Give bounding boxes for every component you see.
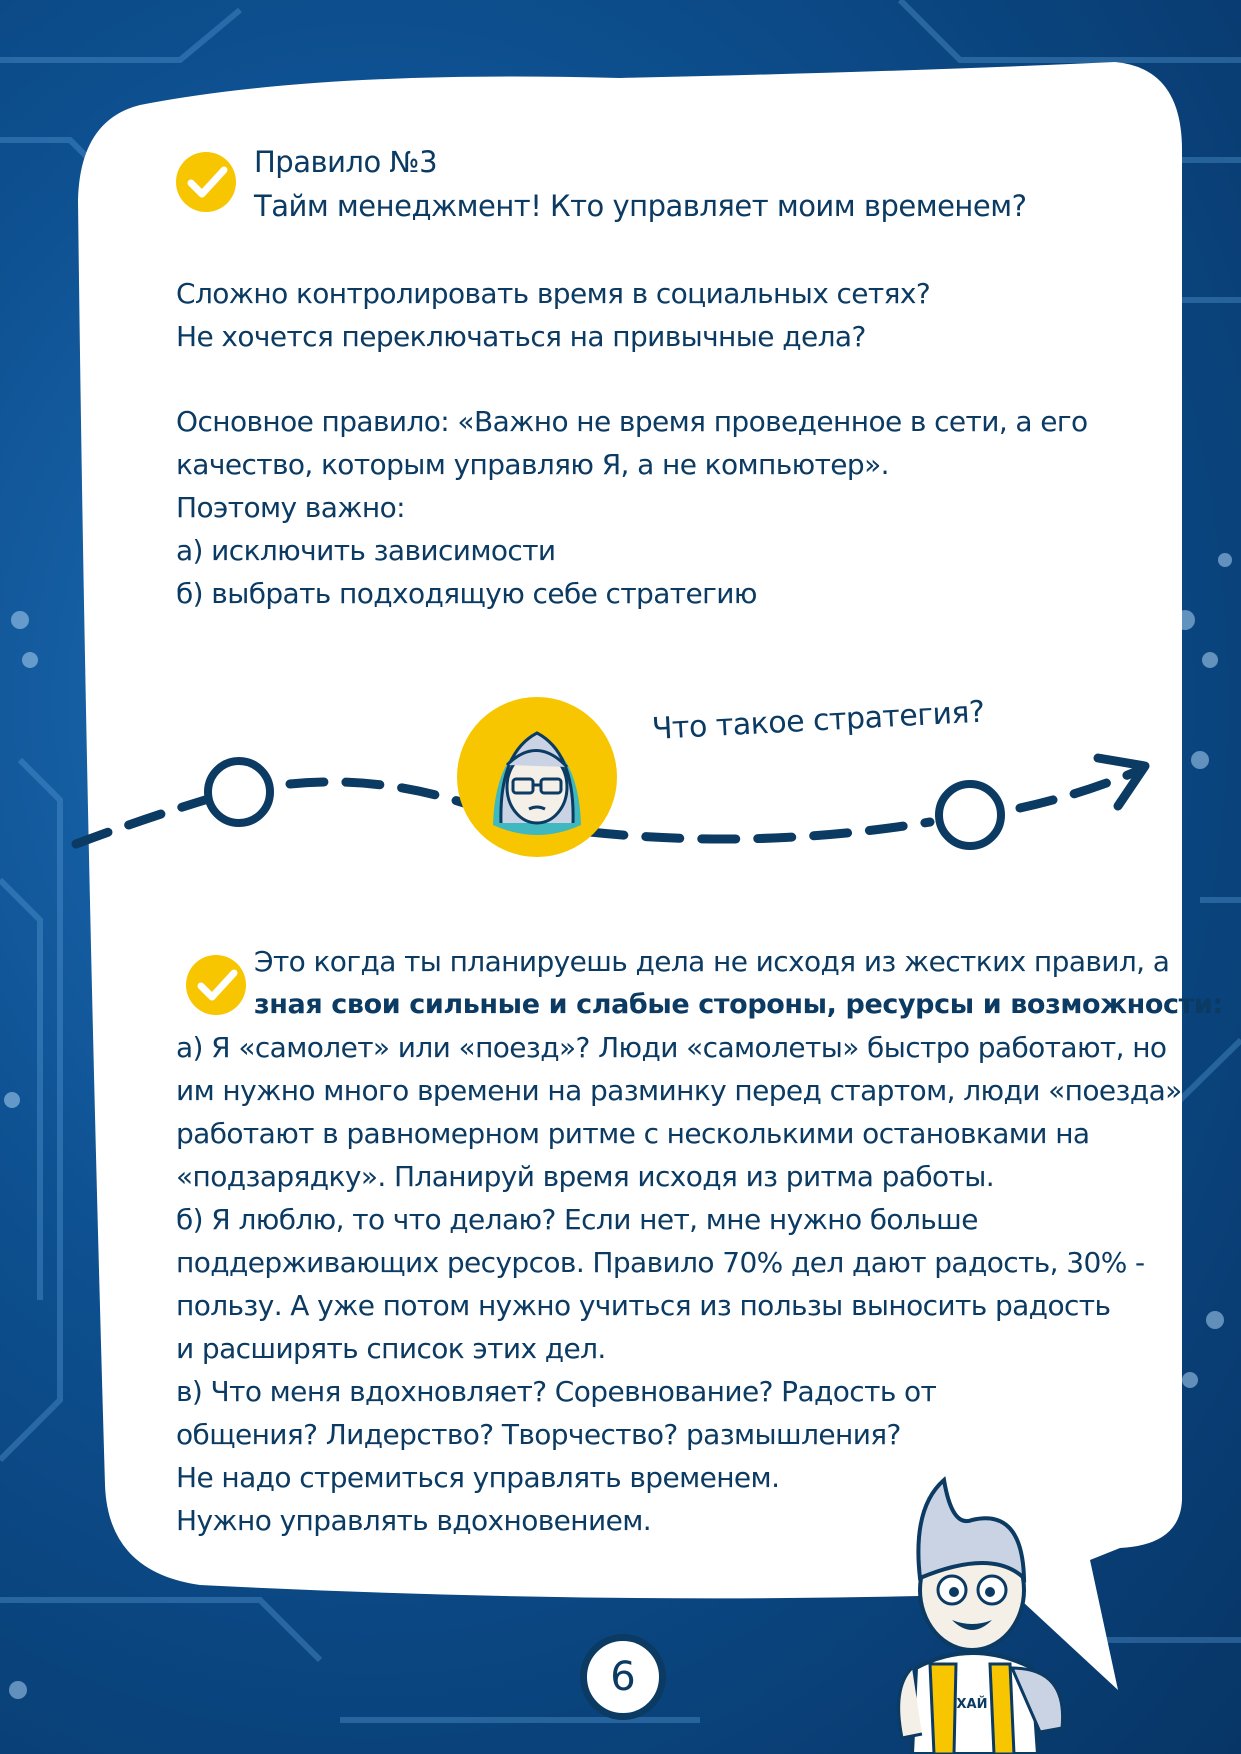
strategy-lead: Это когда ты планируешь дела не исходя из жестких правил, а — [254, 945, 1170, 978]
strategy-line: а) Я «самолет» или «поезд»? Люди «самолеты» быстро работают, но — [176, 1031, 1167, 1064]
mascot-shirt-text: ХАЙ — [956, 1697, 988, 1712]
strategy-intro — [254, 940, 1223, 1026]
rule-title: Правило №3 — [254, 145, 438, 179]
boy-mascot — [872, 1468, 1072, 1754]
intro-question: Сложно контролировать время в социальных сетях? — [176, 277, 931, 310]
path-circle-left — [208, 761, 270, 823]
strategy-line: работают в равномерном ритме с несколькими остановками на — [176, 1117, 1090, 1150]
main-rule-line: б) выбрать подходящую себе стратегию — [176, 577, 757, 610]
main-rule-line: Поэтому важно: — [176, 491, 405, 524]
strategy-line: и расширять список этих дел. — [176, 1332, 606, 1365]
path-circle-right — [939, 784, 1001, 846]
strategy-line: «подзарядку». Планируй время исходя из ритма работы. — [176, 1160, 995, 1193]
strategy-line: им нужно много времени на разминку перед стартом, люди «поезда» — [176, 1074, 1182, 1107]
strategy-line: в) Что меня вдохновляет? Соревнование? Радость от — [176, 1375, 937, 1408]
strategy-list — [176, 1026, 1182, 1542]
intro-question: Не хочется переключаться на привычные дела? — [176, 320, 866, 353]
strategy-question: Что такое стратегия? — [651, 694, 986, 747]
strategy-line: Нужно управлять вдохновением. — [176, 1504, 652, 1537]
main-rule-line: качество, которым управляю Я, а не компьютер». — [176, 448, 889, 481]
main-rule-line: а) исключить зависимости — [176, 534, 556, 567]
page-number: 6 — [580, 1634, 666, 1720]
strategy-line: б) Я люблю, то что делаю? Если нет, мне нужно больше — [176, 1203, 978, 1236]
checkmark-icon — [184, 953, 248, 1017]
strategy-line: Не надо стремиться управлять временем. — [176, 1461, 780, 1494]
strategy-line: пользу. А уже потом нужно учиться из пользы выносить радость — [176, 1289, 1111, 1322]
strategy-bold: зная свои сильные и слабые стороны, ресурсы и возможности: — [254, 989, 1223, 1020]
girl-avatar — [455, 695, 619, 859]
strategy-line: поддерживающих ресурсов. Правило 70% дел дают радость, 30% - — [176, 1246, 1145, 1279]
strategy-line: общения? Лидерство? Творчество? размышления? — [176, 1418, 901, 1451]
main-rule-line: Основное правило: «Важно не время проведенное в сети, а его — [176, 405, 1088, 438]
rule-subtitle: Тайм менеджмент! Кто управляет моим временем? — [254, 189, 1027, 223]
